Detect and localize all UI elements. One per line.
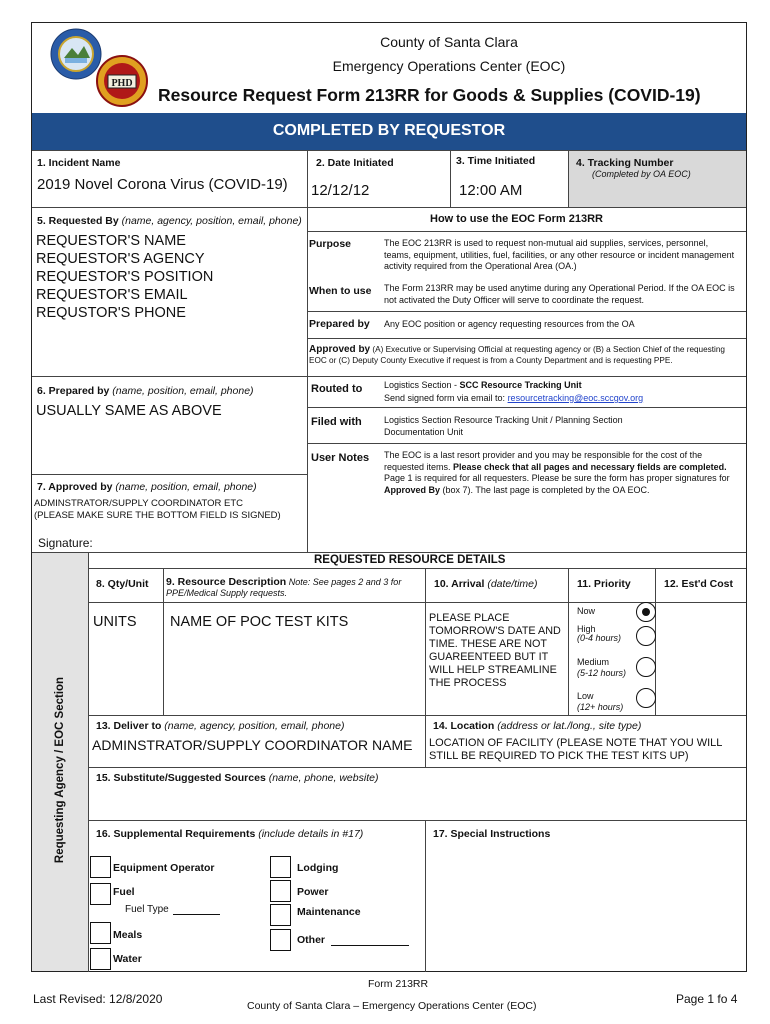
meals-checkbox[interactable] [90,922,111,944]
priority-medium-label: Medium [577,657,610,667]
approved-by-label: 7. Approved by (name, position, email, phone) [37,481,257,493]
requested-by-value[interactable] [36,232,301,322]
desc-label-block [166,577,421,599]
approved-label: Approved by [309,345,371,355]
time-initiated-value[interactable]: 12:00 AM [459,182,523,199]
maintenance-label: Maintenance [297,906,361,918]
approved-text: (A) Executive or Supervising Official at requesting agency or (B) a Section Chief of the requesting EOC or (C) Deputy County Executive if request is from a County Department and is requesting PPE. [309,345,725,365]
location-value[interactable]: LOCATION OF FACILITY (PLEASE NOTE THAT YOU WILL STILL BE REQUIRED TO PICK THE TEST KITS UP) [429,737,722,762]
requestor-email-line: REQUESTOR'S EMAIL [36,287,188,303]
priority-low-sub: (12+ hours) [577,702,624,712]
qty-label: 8. Qty/Unit [96,578,149,590]
priority-low-radio[interactable] [636,688,656,708]
priority-low-label: Low [577,691,594,701]
fuel-type-line[interactable] [173,914,220,915]
special-label: 17. Special Instructions [433,828,551,840]
filed-label: Filed with [311,416,362,428]
prepared-label: Prepared by [309,318,370,330]
equipment-operator-label: Equipment Operator [113,862,215,874]
footer-county: County of Santa Clara – Emergency Operations Center (EOC) [247,1000,537,1012]
approved-by-line2[interactable]: (PLEASE MAKE SURE THE BOTTOM FIELD IS SIGNED) [34,510,281,521]
form-title: Resource Request Form 213RR for Goods & Supplies (COVID-19) [158,85,701,105]
prepared-by-value[interactable]: USUALLY SAME AS ABOVE [36,403,222,419]
requestor-agency-line: REQUESTOR'S AGENCY [36,251,205,267]
prepared-by-label: 6. Prepared by (name, position, email, phone) [37,385,254,397]
notes-text: The EOC is a last resort provider and you may be responsible for the cost of the requested items. Please check that all pages and necessary fields are completed. Page 1 is required for all requesters. Please be sure the form has proper signatures for Approved By (box 7). The last page is completed by the OA EOC. [384,450,730,495]
resource-email-link[interactable]: resourcetracking@eoc.sccgov.org [507,393,644,403]
banner-text: COMPLETED BY REQUESTOR [272,122,506,139]
details-title: REQUESTED RESOURCE DETAILS [314,554,506,566]
water-label: Water [113,953,142,965]
fuel-checkbox[interactable] [90,883,111,905]
arrival-value[interactable]: PLEASE PLACE TOMORROW'S DATE AND TIME. THESE ARE NOT GUAREENTEED BUT IT WILL HELP STREAMLINE THE PROCESS [429,612,561,689]
lodging-label: Lodging [297,862,339,874]
incident-name-value[interactable]: 2019 Novel Corona Virus (COVID-19) [37,176,288,193]
arrival-label: 10. Arrival (date/time) [434,578,538,590]
equipment-operator-checkbox[interactable] [90,856,111,878]
priority-now-dot [642,608,650,616]
other-label: Other [297,934,326,946]
priority-high-sub: (0-4 hours) [577,633,622,643]
requested-by-label: 5. Requested By (name, agency, position, email, phone) [37,215,302,227]
meals-label: Meals [113,929,143,941]
signature-label: Signature: [38,536,93,550]
deliver-value[interactable]: ADMINSTRATOR/SUPPLY COORDINATOR NAME [92,737,413,753]
other-line[interactable] [331,945,409,946]
requestor-position-line: REQUESTOR'S POSITION [36,269,214,285]
date-initiated-value[interactable]: 12/12/12 [311,182,370,199]
priority-high-label: High [577,624,596,634]
notes-label: User Notes [311,452,370,464]
eoc-title: Emergency Operations Center (EOC) [332,58,566,74]
power-checkbox[interactable] [270,880,291,902]
priority-label: 11. Priority [577,578,631,590]
fuel-label: Fuel [113,886,135,898]
qty-value[interactable]: UNITS [93,614,137,630]
requestor-phone-line: REQUSTOR'S PHONE [36,305,186,321]
supp-label: 16. Supplemental Requirements (include details in #17) [96,828,364,840]
purpose-label: Purpose [309,238,352,250]
priority-medium-radio[interactable] [636,657,656,677]
power-label: Power [297,886,329,898]
footer-form: Form 213RR [368,978,429,990]
priority-high-radio[interactable] [636,626,656,646]
time-initiated-label: 3. Time Initiated [456,155,536,167]
footer-page: Page 1 fo 4 [676,992,738,1006]
filed-text: Logistics Section Resource Tracking Unit / Planning Section Documentation Unit [384,415,623,437]
approved-by-line1[interactable]: ADMINSTRATOR/SUPPLY COORDINATOR ETC [34,498,244,509]
sources-label: 15. Substitute/Suggested Sources (name, phone, website) [96,772,379,784]
approved-text-block [309,345,739,375]
priority-now-radio[interactable] [636,602,656,622]
purpose-text: The EOC 213RR is used to request non-mutual aid supplies, services, personnel, teams, equipment, utilities, fuel, facilities, or any other resource or incident management activity required from the Operational Area (OA.) [384,238,735,271]
deliver-label: 13. Deliver to (name, agency, position, email, phone) [96,720,345,732]
date-initiated-label: 2. Date Initiated [316,157,394,169]
footer-revised: Last Revised: 12/8/2020 [33,992,163,1006]
when-text: The Form 213RR may be used anytime during any Operational Period. If the OA EOC is not activated the Duty Officer will serve to coordinate the request. [384,283,735,305]
other-checkbox[interactable] [270,929,291,951]
tracking-number-note: (Completed by OA EOC) [592,169,691,179]
lodging-checkbox[interactable] [270,856,291,878]
priority-now-label: Now [577,606,596,616]
svg-text:PHD: PHD [111,78,133,89]
how-to-title: How to use the EOC Form 213RR [430,213,603,225]
routed-text-1: Logistics Section - SCC Resource Tracking Unit [384,380,582,390]
priority-medium-sub: (5-12 hours) [577,668,627,678]
water-checkbox[interactable] [90,948,111,970]
tracking-number-label: 4. Tracking Number [576,157,674,169]
maintenance-checkbox[interactable] [270,904,291,926]
desc-note: Note: See pages 2 and 3 for PPE/Medical Supply requests. [166,577,402,598]
fuel-type-label: Fuel Type [125,904,169,915]
county-title: County of Santa Clara [380,34,518,50]
incident-name-label: 1. Incident Name [37,157,121,169]
location-label: 14. Location (address or lat./long., site type) [433,720,642,732]
cost-label: 12. Est'd Cost [664,578,734,590]
routed-label: Routed to [311,383,363,395]
desc-value[interactable]: NAME OF POC TEST KITS [170,614,349,630]
desc-label: 9. Resource Description [166,576,287,588]
prepared-text: Any EOC position or agency requesting resources from the OA [384,319,635,329]
routed-text-2: Send signed form via email to: resourcetracking@eoc.sccgov.org [384,393,644,403]
requestor-name-line: REQUESTOR'S NAME [36,233,186,249]
when-label: When to use [309,285,372,297]
